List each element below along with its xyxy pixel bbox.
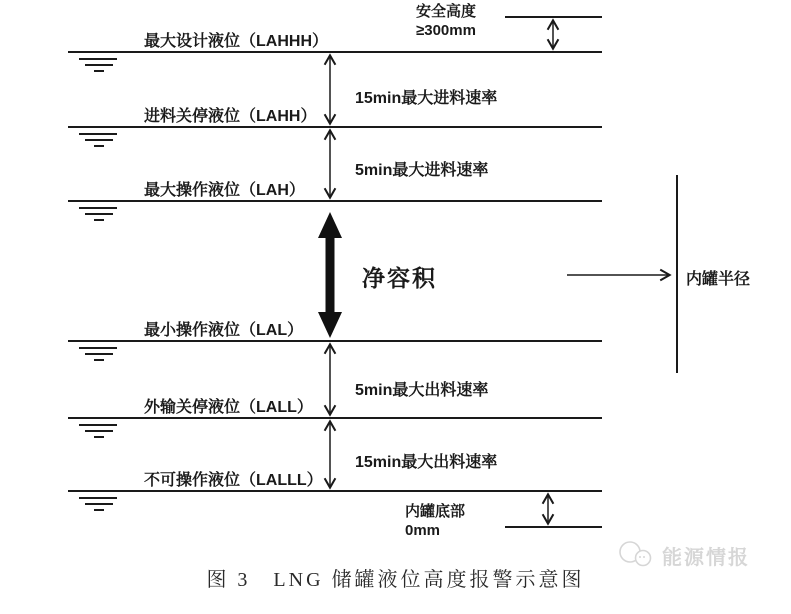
liquid-surface-symbol (79, 208, 117, 220)
tank-radius-label: 内罐半径 (686, 271, 751, 288)
liquid-surface-symbol (79, 134, 117, 146)
level-label-lal: 最小操作液位（LAL） (144, 322, 304, 339)
level-label-lahhh: 最大设计液位（LAHHH） (144, 33, 328, 50)
figure-caption: 图 3 LNG 储罐液位高度报警示意图 (206, 569, 585, 591)
rate-label-out-15min: 15min最大出料速率 (355, 454, 498, 471)
liquid-surface-symbol (79, 425, 117, 437)
tank-bottom-title: 内罐底部 (405, 503, 466, 520)
level-label-lall: 外输关停液位（LALL） (144, 399, 313, 416)
safety-height-annotation (416, 2, 476, 40)
net-volume-arrow (318, 212, 342, 338)
level-label-lah: 最大操作液位（LAH） (144, 182, 305, 199)
safety-height-title: 安全高度 (416, 3, 477, 20)
tank-bottom-value: 0mm (405, 522, 441, 539)
safety-height-value: ≥300mm (416, 22, 476, 39)
level-label-lalll: 不可操作液位（LALLL） (144, 472, 323, 489)
level-label-lahh: 进料关停液位（LAHH） (144, 108, 317, 125)
liquid-surface-symbol (79, 498, 117, 510)
rate-label-feed-5min: 5min最大进料速率 (355, 162, 489, 179)
liquid-surface-symbol (79, 59, 117, 71)
watermark (616, 540, 750, 570)
rate-label-out-5min: 5min最大出料速率 (355, 382, 489, 399)
watermark-text: 能源情报 (662, 546, 750, 569)
liquid-surface-symbol (79, 348, 117, 360)
rate-label-feed-15min: 15min最大进料速率 (355, 90, 498, 107)
tank-bottom-annotation (405, 502, 465, 540)
net-volume-label: 净容积 (362, 266, 437, 291)
watermark-logo-icon (616, 540, 656, 570)
